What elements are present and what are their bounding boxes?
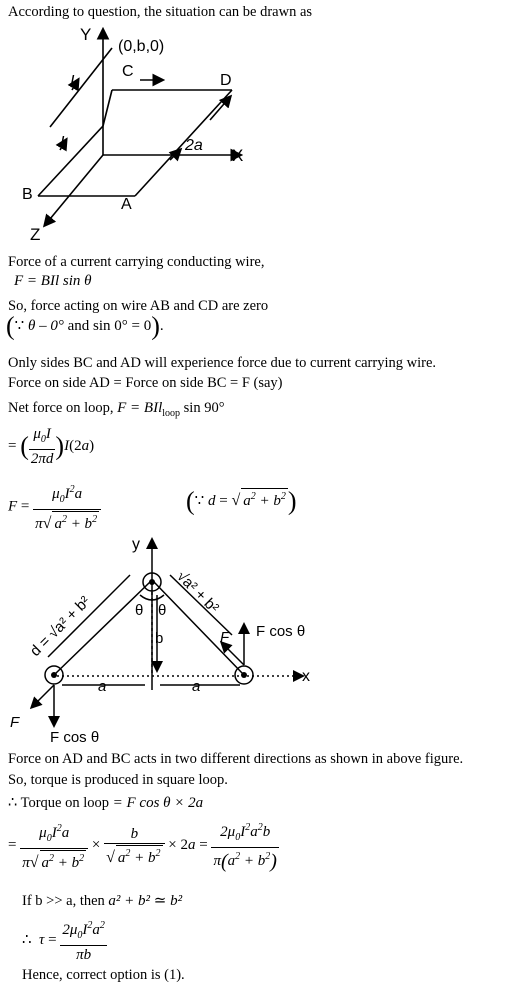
fig1-side-label: 2a xyxy=(185,137,203,154)
fig2-d-label: d = √a² + b² xyxy=(26,593,94,660)
net-force-expansion: = ( $\frac{\mu_0I}{2\pi d}$ )I(2a) xyxy=(8,426,95,467)
fig1-d-label: D xyxy=(220,72,232,89)
loop-3d-figure xyxy=(0,0,521,250)
distance-relation: (∵ d = √ $a^2 + b^2$) xyxy=(186,486,297,516)
equal-text: Force on side AD = Force on side BC = F (say) xyxy=(8,375,283,391)
net-force-result: F = $\frac{\mu_0I^2a}{\pi√ a^2 + b^2}$ xyxy=(8,482,101,532)
torque-expansion: = $\frac{\mu_0I^2a}{\pi√ a^2 + b^2}$ × $\frac{b}{√ a^2 + b^2}$ × 2a = $\frac{2\mu_0I^2a^2b}{\pi(a^2 + b^2)}$ xyxy=(8,822,277,873)
fig2-b-label: b xyxy=(155,630,164,647)
fig2-a-left: a xyxy=(98,678,107,695)
fig2-x-label: x xyxy=(302,668,310,685)
only-text: Only sides BC and AD will experience force due to current carrying wire. xyxy=(8,355,437,371)
fig1-c-label: C xyxy=(122,63,134,80)
fig2-a-right: a xyxy=(192,678,201,695)
fig2-f-right: F xyxy=(220,629,230,646)
fig2-fcos-left: F cos θ xyxy=(50,729,100,745)
fig1-y-label: Y xyxy=(80,25,92,44)
fig1-b-label: B xyxy=(22,186,33,203)
force-text: Force of a current carrying conducting wire, xyxy=(8,254,265,270)
fig2-theta-right: θ xyxy=(158,602,167,619)
fig2-hyp-label: √a² + b² xyxy=(173,567,222,617)
zero-text: So, force acting on wire AB and CD are zero xyxy=(8,298,269,314)
fig1-current-label: I xyxy=(70,73,75,90)
force-equation: F = BIl sin θ xyxy=(14,273,92,289)
force-diagram xyxy=(0,535,521,745)
zero-condition: (∵ θ – 0° and sin 0° = 0). xyxy=(6,311,164,341)
torque-text: So, torque is produced in square loop. xyxy=(8,772,228,788)
conclusion-text: Hence, correct option is (1). xyxy=(22,967,185,983)
fig1-current-label-2: I xyxy=(60,134,65,151)
intro-text: According to question, the situation can be drawn as xyxy=(8,4,313,20)
torque-final: ∴ τ = $\frac{2\mu_0I^2a^2}{\pi b}$ xyxy=(22,920,105,963)
approx-line: If b >> a, then a² + b² ≃ b² xyxy=(22,893,183,909)
fig1-x-label: X xyxy=(232,146,244,165)
fig2-fcos-right: F cos θ xyxy=(256,623,306,640)
direction-text: Force on AD and BC acts in two different directions as shown in above figure. xyxy=(8,751,464,767)
fig1-c-coord: (0,b,0) xyxy=(118,38,165,55)
fig2-y-label: y xyxy=(132,536,140,553)
fig2-theta-left: θ xyxy=(135,602,144,619)
torque-line: ∴ Torque on loop = F cos θ × 2a xyxy=(8,795,204,811)
fig1-z-label: Z xyxy=(30,225,41,244)
fig2-f-left: F xyxy=(10,714,20,731)
net-force-line: Net force on loop, F = BIl$_{loop}$ sin 90° xyxy=(8,400,225,419)
fig1-a-label: A xyxy=(121,196,132,213)
